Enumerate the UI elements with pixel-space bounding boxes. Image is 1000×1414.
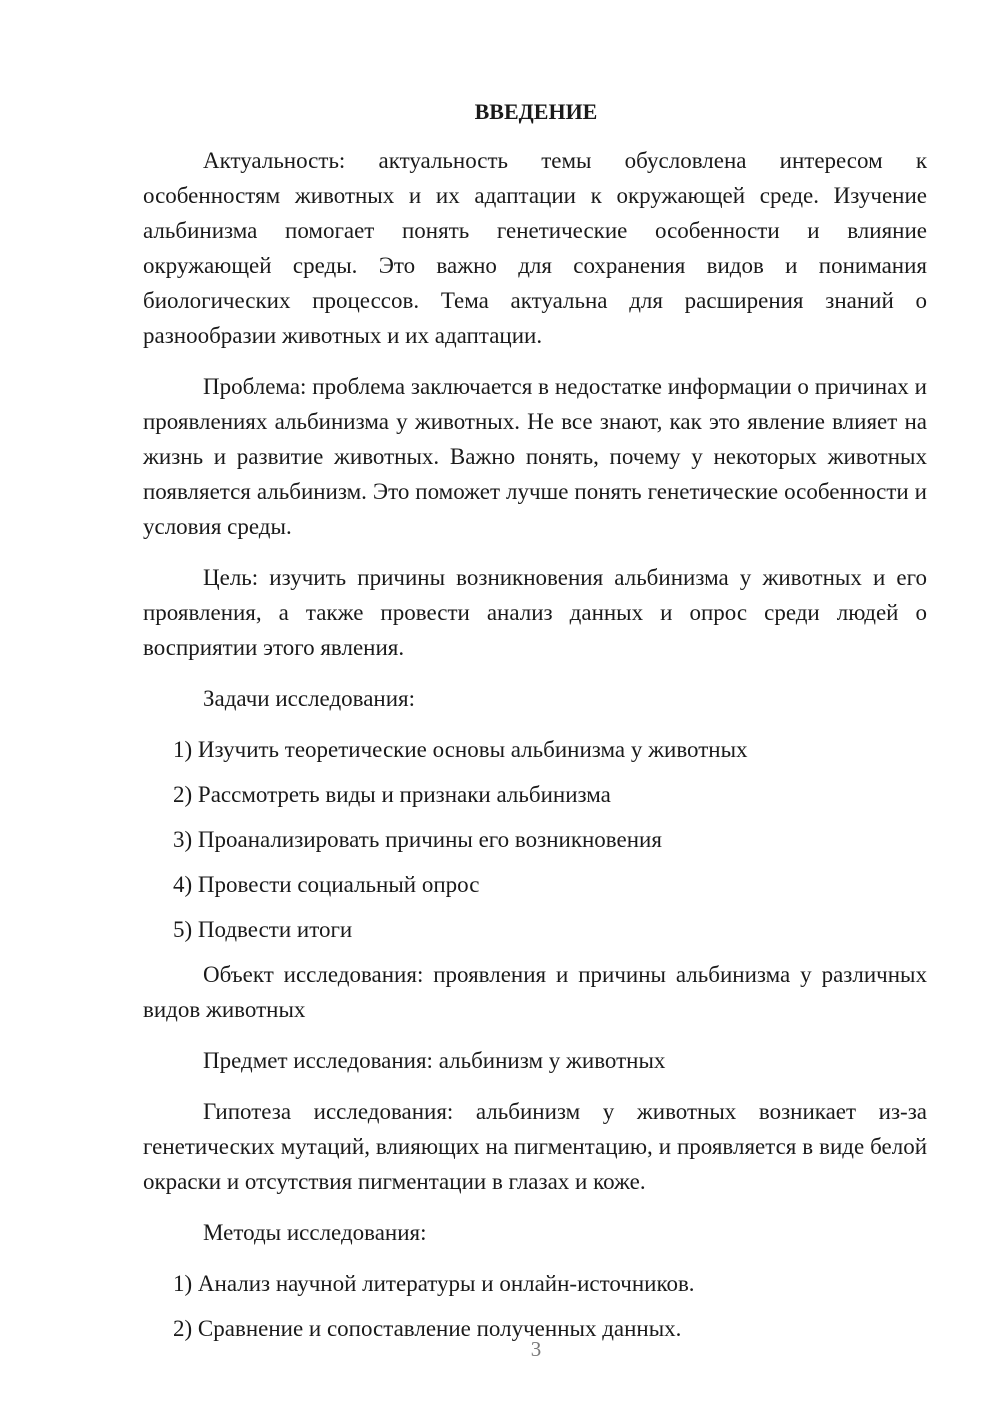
list-item: 5) Подвести итоги: [173, 917, 353, 942]
list-item: 1) Изучить теоретические основы альбинизма у животных: [173, 737, 748, 762]
list-item: 2) Рассмотреть виды и признаки альбинизма: [173, 782, 611, 807]
tasks-list: [143, 732, 927, 947]
list-item: 3) Проанализировать причины его возникновения: [173, 827, 662, 852]
methods-heading: Методы исследования:: [203, 1220, 427, 1245]
document-body: [143, 143, 927, 1356]
paragraph-subject: Предмет исследования: альбинизм у животных: [203, 1048, 666, 1073]
paragraph-problem: Проблема: проблема заключается в недостатке информации о причинах и проявлениях альбинизма у животных. Не все знают, как это явление влияет на жизнь и развитие животных. Важно понять, почему у некоторых животных появляется альбинизм. Это поможет лучше понять генетические особенности и условия среды.: [143, 374, 927, 539]
paragraph-relevance: Актуальность: актуальность темы обусловлена интересом к особенностям животных и их адаптации к окружающей среде. Изучение альбинизма помогает понять генетические особенности и влияние окружающей среды. Это важно для сохранения видов и понимания биологических процессов. Тема актуальна для расширения знаний о разнообразии животных и их адаптации.: [143, 148, 927, 348]
methods-list: [143, 1266, 927, 1346]
tasks-heading: Задачи исследования:: [203, 686, 416, 711]
paragraph-goal: Цель: изучить причины возникновения альбинизма у животных и его проявления, а также провести анализ данных и опрос среди людей о восприятии этого явления.: [143, 565, 927, 660]
list-item: 1) Анализ научной литературы и онлайн-источников.: [173, 1271, 695, 1296]
page-title: ВВЕДЕНИЕ: [474, 99, 598, 124]
paragraph-hypothesis: Гипотеза исследования: альбинизм у животных возникает из-за генетических мутаций, влияющих на пигментацию, и проявляется в виде белой окраски и отсутствия пигментации в глазах и коже.: [143, 1099, 927, 1194]
list-item: 4) Провести социальный опрос: [173, 872, 480, 897]
paragraph-object: Объект исследования: проявления и причины альбинизма у различных видов животных: [143, 962, 927, 1022]
list-item: 2) Сравнение и сопоставление полученных данных.: [173, 1316, 682, 1341]
page-number: 3: [530, 1337, 542, 1361]
